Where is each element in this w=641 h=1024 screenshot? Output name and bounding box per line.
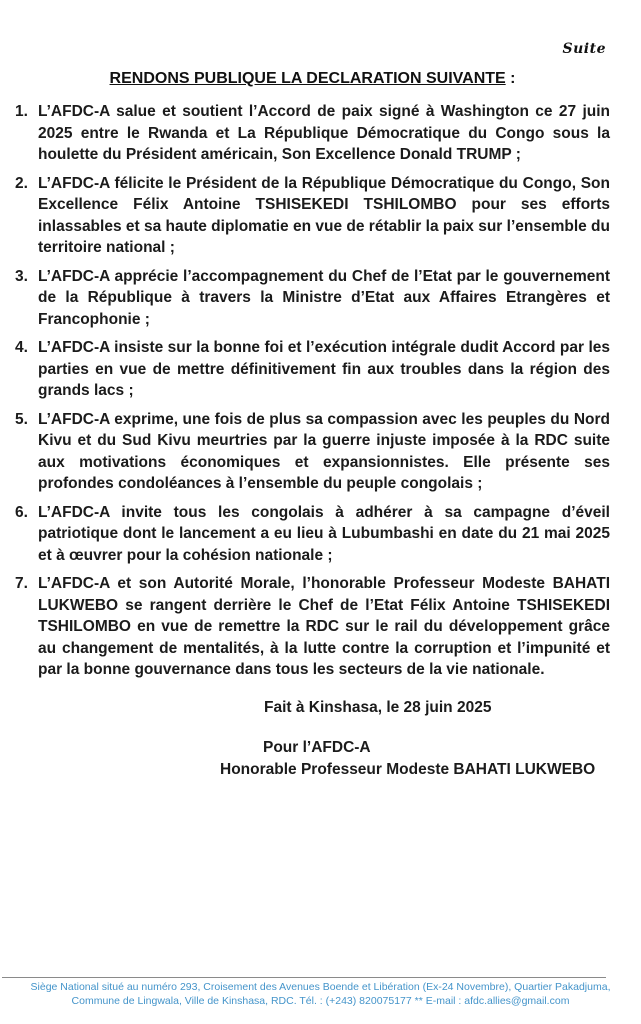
footer-address-line1: Siège National situé au numéro 293, Croisement des Avenues Boende et Libération (Ex-24 Novembre), Quartier Pakadjuma, <box>30 981 611 993</box>
list-item-number: 5. <box>15 410 28 428</box>
signatory-name: Honorable Professeur Modeste BAHATI LUKWEBO <box>220 760 596 778</box>
list-item-number: 6. <box>15 503 28 521</box>
suite-cursive-label: Suite <box>562 41 606 57</box>
list-item <box>15 266 610 331</box>
footer-divider <box>2 977 606 978</box>
list-item-number: 7. <box>15 575 28 592</box>
list-item-text: L’AFDC-A insiste sur la bonne foi et l’exécution intégrale dudit Accord par les parties en vue de mettre définitivement fin aux troubles dans la région des grands lacs ; <box>38 339 610 399</box>
list-item-text: L’AFDC-A félicite le Président de la République Démocratique du Congo, Son Excellence Félix Antoine TSHISEKEDI TSHILOMBO pour ses efforts inlassables et sa haute diplomatie en vue de rétablir la paix sur l’ensemble du territoire national ; <box>38 174 610 256</box>
document-body <box>15 70 610 780</box>
list-item-text: L’AFDC-A et son Autorité Morale, l’honorable Professeur Modeste BAHATI LUKWEBO se rangent derrière le Chef de l’Etat Félix Antoine TSHISEKEDI TSHILOMBO en vue de remettre la RDC sur le rail du développement grâce au changement de mentalités, à la lutte contre la corruption et l’impunité et par la bonne gouvernance dans tous les secteurs de la vie nationale. <box>38 575 610 678</box>
list-item-number: 3. <box>15 267 28 285</box>
footer-address <box>0 980 641 1008</box>
list-item-text: L’AFDC-A invite tous les congolais à adhérer à sa campagne d’éveil patriotique dont le lancement a eu lieu à Lubumbashi en date du 21 mai 2025 et à œuvrer pour la cohésion nationale ; <box>38 503 610 564</box>
list-item <box>15 409 610 495</box>
list-item-number: 1. <box>15 103 28 120</box>
list-item <box>15 173 610 259</box>
declaration-title <box>15 70 610 88</box>
declaration-title-colon: : <box>505 70 516 87</box>
list-item-text: L’AFDC-A salue et soutient l’Accord de paix signé à Washington ce 27 juin 2025 entre le Rwanda et La République Démocratique du Congo sous la houlette du Président américain, Son Excellence Donald TRUMP ; <box>38 103 610 163</box>
list-item <box>15 337 610 402</box>
list-item <box>15 502 610 567</box>
signature-for-line: Pour l’AFDC-A <box>263 739 371 756</box>
list-item-text: L’AFDC-A apprécie l’accompagnement du Chef de l’Etat par le gouvernement de la République à travers la Ministre d’Etat aux Affaires Etrangères et Francophonie ; <box>38 267 610 328</box>
list-item-number: 4. <box>15 339 28 356</box>
closing-block <box>15 697 610 781</box>
list-item-text: L’AFDC-A exprime, une fois de plus sa compassion avec les peuples du Nord Kivu et du Sud Kivu meurtries par la guerre injuste imposée à la RDC suite aux motivations économiques et expansionnistes. Elle présente ses profondes condoléances à l’ensemble du peuple congolais ; <box>38 410 610 492</box>
list-item <box>15 101 610 166</box>
declaration-title-text: RENDONS PUBLIQUE LA DECLARATION SUIVANTE <box>109 70 506 87</box>
declaration-list <box>15 101 610 681</box>
footer-address-line2: Commune de Lingwala, Ville de Kinshasa, RDC. Tél. : (+243) 820075177 ** E-mail : afdc.allies@gmail.com <box>71 995 570 1007</box>
list-item-number: 2. <box>15 174 28 192</box>
list-item <box>15 573 610 681</box>
dateline: Fait à Kinshasa, le 28 juin 2025 <box>264 698 492 716</box>
